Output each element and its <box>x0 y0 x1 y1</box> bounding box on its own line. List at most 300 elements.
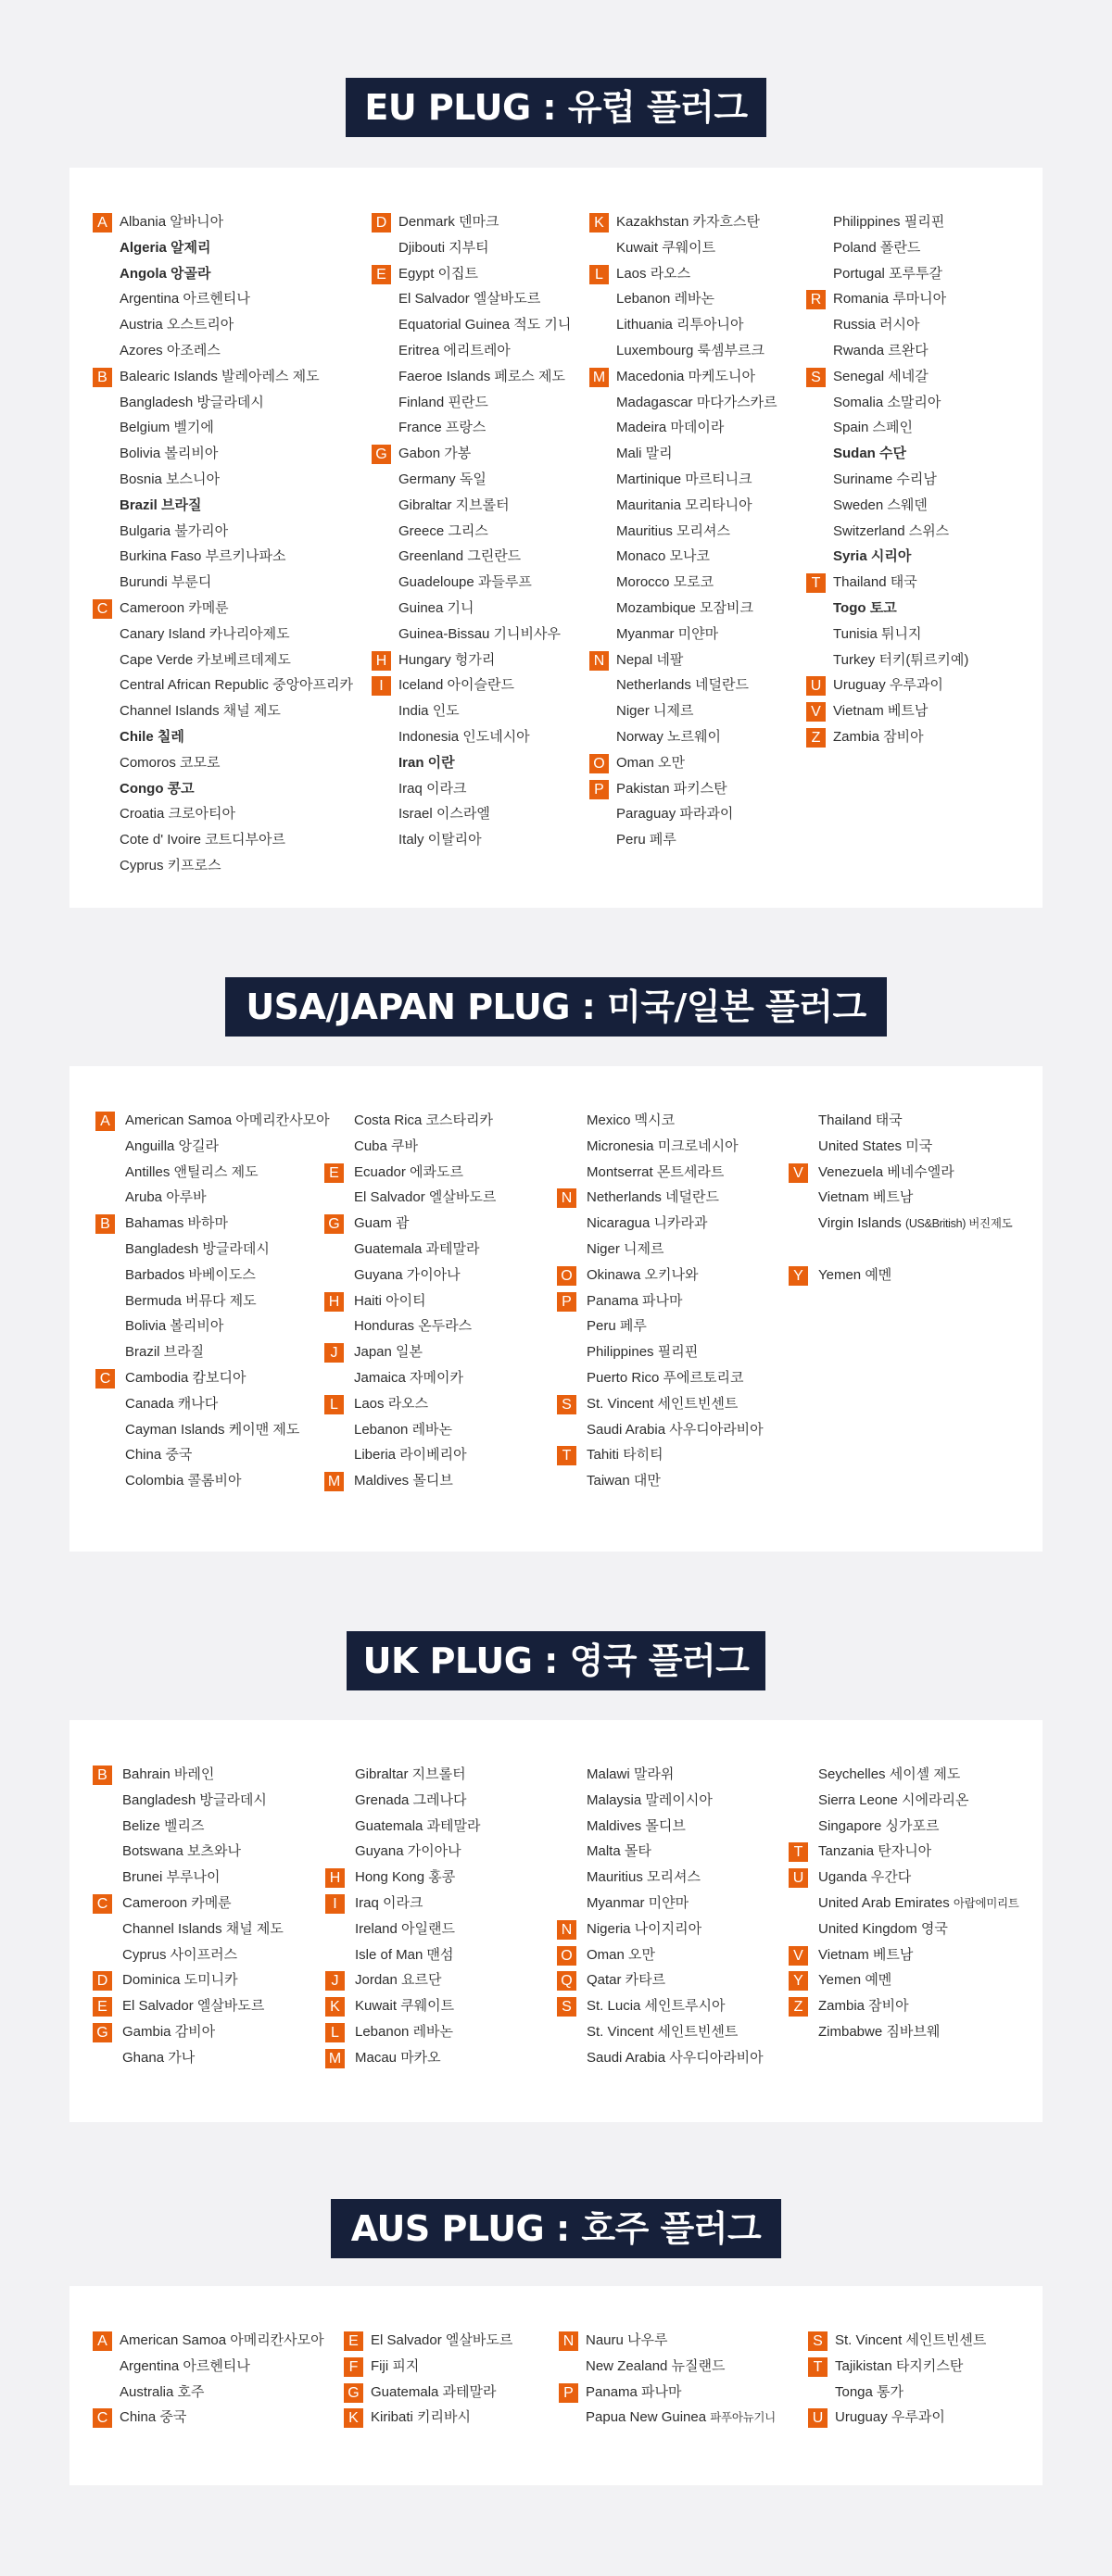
country-name-text: Angola 앙골라 <box>120 265 211 282</box>
letter-badge: K <box>325 1997 345 2017</box>
country-name <box>398 338 511 364</box>
country-name <box>122 1993 264 2019</box>
country-name-text: Kuwait 쿠웨이트 <box>355 1998 455 2015</box>
letter-badge: J <box>324 1343 344 1363</box>
country-name-text: Brazil 브라질 <box>125 1344 205 1361</box>
country-name <box>616 724 721 750</box>
country-name <box>833 364 929 390</box>
country-name <box>587 1442 663 1468</box>
country-name-text: Mauritius 모리셔스 <box>587 1869 701 1886</box>
country-name-text: New Zealand 뉴질랜드 <box>586 2357 726 2374</box>
country-name-text: Bangladesh 방글라데시 <box>125 1240 270 1257</box>
country-name <box>120 261 210 287</box>
country-name-text: Equatorial Guinea 적도 기니 <box>398 317 572 333</box>
country-name-text: Maldives 몰디브 <box>587 1817 686 1834</box>
country-name <box>120 467 220 493</box>
country-name-text: Bosnia 보스니아 <box>120 471 220 487</box>
country-name <box>120 2405 186 2431</box>
country-name <box>120 596 229 622</box>
country-name-text: Papua New Guinea <box>586 2409 707 2426</box>
country-name-text: Cameroon 카메룬 <box>120 599 229 616</box>
country-name-text: Haiti 아이티 <box>354 1292 426 1309</box>
country-name-text: Bolivia 볼리비아 <box>120 446 219 462</box>
country-name-text: Cyprus 키프로스 <box>120 857 221 873</box>
country-name <box>354 1237 480 1263</box>
country-name-text: Nepal 네팔 <box>616 651 684 668</box>
country-name-text: American Samoa 아메리칸사모아 <box>120 2332 324 2348</box>
letter-badge: I <box>372 676 391 696</box>
country-name-text: Spain 스페인 <box>833 420 914 436</box>
country-name-text: Botswana 보츠와나 <box>122 1843 242 1860</box>
country-name-text: Central African Republic 중앙아프리카 <box>120 677 354 694</box>
country-name-text: Bahamas 바하마 <box>125 1215 229 1232</box>
country-name <box>355 1916 455 1942</box>
country-name <box>125 1108 330 1134</box>
country-name-text: Bahrain 바레인 <box>122 1766 215 1782</box>
country-name <box>818 1942 913 1968</box>
country-name <box>354 1391 428 1417</box>
country-name <box>398 441 471 467</box>
country-name <box>587 1391 738 1417</box>
country-name <box>398 827 482 853</box>
country-name-text: Somalia 소말리아 <box>833 394 941 410</box>
country-name <box>587 1263 699 1288</box>
letter-badge: S <box>557 1395 576 1414</box>
country-name <box>587 1237 663 1263</box>
country-name-text: Gambia 감비아 <box>122 2023 216 2040</box>
country-name <box>616 364 755 390</box>
country-name <box>587 1942 655 1968</box>
country-name-text: Senegal 세네갈 <box>833 368 929 384</box>
country-name <box>122 1762 214 1788</box>
country-name-text: Uruguay 우루과이 <box>835 2409 945 2426</box>
country-name-text: Barbados 바베이도스 <box>125 1266 256 1283</box>
country-name <box>355 1993 454 2019</box>
country-name <box>398 286 540 312</box>
country-name-text: Vietnam 베트남 <box>818 1189 914 1206</box>
country-name <box>371 2328 512 2354</box>
letter-badge: K <box>589 213 609 232</box>
letter-badge: L <box>589 265 609 284</box>
country-name <box>398 672 514 698</box>
country-name-text: Luxembourg 룩셈부르크 <box>616 342 765 358</box>
country-name-text: Vietnam 베트남 <box>818 1946 914 1963</box>
letter-badge: H <box>372 651 391 671</box>
country-panel <box>70 2286 1042 2485</box>
country-name-text: Guinea 기니 <box>398 599 474 616</box>
letter-badge: C <box>93 1894 112 1914</box>
country-name <box>587 1788 713 1814</box>
country-name-text: St. Vincent 세인트빈센트 <box>835 2332 987 2348</box>
country-name <box>120 853 221 879</box>
letter-badge: F <box>344 2357 363 2377</box>
country-name <box>818 1839 931 1865</box>
letter-badge: M <box>324 1472 344 1491</box>
letter-badge: T <box>789 1842 808 1862</box>
country-name <box>835 2328 986 2354</box>
letter-badge: V <box>789 1946 808 1966</box>
country-name-text: Kazakhstan 카자흐스탄 <box>616 214 761 230</box>
letter-badge: Y <box>789 1266 808 1286</box>
letter-badge: S <box>557 1997 576 2017</box>
country-name <box>120 415 214 441</box>
country-name-text: Isle of Man 맨섬 <box>355 1946 454 1963</box>
country-name-text: Zimbabwe 짐바브웨 <box>818 2023 941 2040</box>
country-name <box>587 1967 665 1993</box>
country-name-text: Guyana 가이아나 <box>354 1266 461 1283</box>
country-name-text: Guadeloupe 과들루프 <box>398 574 532 591</box>
country-name-text: Malaysia 말레이시아 <box>587 1791 713 1808</box>
letter-badge: C <box>93 2408 112 2428</box>
country-name <box>120 364 320 390</box>
letter-badge: S <box>808 2331 828 2351</box>
country-name-text: Nicaragua 니카라과 <box>587 1215 708 1232</box>
country-name <box>833 441 906 467</box>
country-name-text: Tajikistan 타지키스탄 <box>835 2357 964 2374</box>
country-name <box>587 2019 738 2045</box>
country-name-text: Okinawa 오키나와 <box>587 1266 699 1283</box>
country-name <box>818 1134 932 1160</box>
country-name <box>833 467 937 493</box>
country-name-text: Azores 아조레스 <box>120 342 221 358</box>
country-name <box>354 1468 453 1494</box>
letter-badge: A <box>93 213 112 232</box>
country-name-text: Cayman Islands 케이맨 제도 <box>125 1421 300 1438</box>
country-name <box>616 235 715 261</box>
country-name-small: (US&British) 버진제도 <box>904 1217 1013 1231</box>
country-name <box>125 1442 192 1468</box>
country-name <box>122 2019 215 2045</box>
country-name-text: Venezuela 베네수엘라 <box>818 1163 954 1180</box>
letter-badge: H <box>324 1292 344 1312</box>
country-name <box>616 596 753 622</box>
country-name <box>122 1942 237 1968</box>
country-name-text: United Arab Emirates <box>818 1894 950 1911</box>
country-name-text: Guatemala 과테말라 <box>355 1817 481 1834</box>
country-name <box>120 286 250 312</box>
country-name-text: India 인도 <box>398 703 460 720</box>
country-name-text: Cambodia 캄보디아 <box>125 1369 246 1386</box>
country-name-text: Germany 독일 <box>398 471 486 487</box>
letter-badge: G <box>344 2383 363 2403</box>
country-name <box>120 2380 205 2406</box>
country-name <box>818 1108 903 1134</box>
country-name <box>587 1365 743 1391</box>
country-name <box>616 647 683 673</box>
country-name <box>122 1865 221 1891</box>
country-name <box>355 1891 423 1916</box>
letter-badge: V <box>789 1163 808 1183</box>
country-name <box>833 235 920 261</box>
country-name-text: Japan 일본 <box>354 1344 423 1361</box>
country-name <box>587 1134 739 1160</box>
country-name-text: Kuwait 쿠웨이트 <box>616 239 716 256</box>
letter-badge: L <box>325 2023 345 2042</box>
country-name-text: Saudi Arabia 사우디아라비아 <box>587 2049 764 2066</box>
country-name <box>398 467 486 493</box>
country-name <box>354 1288 426 1314</box>
letter-badge: L <box>324 1395 344 1414</box>
country-name <box>818 1814 940 1840</box>
country-name <box>833 596 897 622</box>
country-name-text: Channel Islands 채널 제도 <box>122 1920 284 1937</box>
country-name <box>586 2328 668 2354</box>
country-name <box>833 286 946 312</box>
letter-badge: B <box>95 1214 115 1234</box>
section-title: AUS PLUG : 호주 플러그 <box>331 2199 781 2258</box>
country-name <box>371 2354 419 2380</box>
country-name-text: El Salvador 엘살바도르 <box>122 1998 265 2015</box>
country-name <box>833 519 949 545</box>
country-name <box>398 750 455 776</box>
letter-badge: A <box>95 1112 115 1131</box>
country-name <box>398 724 530 750</box>
letter-badge: P <box>557 1292 576 1312</box>
country-name-text: American Samoa 아메리칸사모아 <box>125 1112 330 1128</box>
country-name <box>398 235 489 261</box>
country-name <box>354 1263 461 1288</box>
country-name-text: St. Lucia 세인트루시아 <box>587 1998 726 2015</box>
country-name <box>818 1993 909 2019</box>
country-name-text: Greece 그리스 <box>398 522 488 539</box>
country-name <box>355 1762 466 1788</box>
country-name-text: El Salvador 엘살바도르 <box>354 1189 497 1206</box>
country-name <box>587 1839 651 1865</box>
country-name-text: Yemen 예멘 <box>818 1266 892 1283</box>
country-name <box>818 1967 891 1993</box>
country-name <box>818 1891 1019 1917</box>
country-name-text: El Salvador 엘살바도르 <box>371 2332 513 2348</box>
country-name-text: Honduras 온두라스 <box>354 1318 473 1335</box>
country-name <box>818 2019 940 2045</box>
country-name <box>120 390 264 416</box>
section-title: EU PLUG : 유럽 플러그 <box>346 78 765 137</box>
country-name-text: Cuba 쿠바 <box>354 1137 419 1154</box>
country-name <box>398 647 495 673</box>
country-name <box>616 390 777 416</box>
country-name-text: Greenland 그린란드 <box>398 548 522 565</box>
country-name <box>354 1185 496 1211</box>
country-name <box>833 415 913 441</box>
country-name-text: Faeroe Islands 페로스 제도 <box>398 368 566 384</box>
country-name <box>833 647 968 673</box>
country-name <box>818 1263 891 1288</box>
country-name-text: Rwanda 르완다 <box>833 342 929 358</box>
section-title: UK PLUG : 영국 플러그 <box>347 1631 766 1690</box>
country-name-text: Comoros 코모로 <box>120 754 221 771</box>
country-name-text: Gibraltar 지브롤터 <box>355 1766 466 1782</box>
country-name-text: Panama 파나마 <box>586 2383 682 2400</box>
letter-badge: G <box>93 2023 112 2042</box>
country-name-text: Lebanon 레바논 <box>616 291 715 308</box>
letter-badge: S <box>806 368 826 387</box>
country-name <box>125 1160 259 1186</box>
country-name-text: Zambia 잠비아 <box>833 728 924 745</box>
country-name-text: Myanmar 미얀마 <box>616 625 719 642</box>
country-name-text: Guinea-Bissau 기니비사우 <box>398 625 562 642</box>
country-name-text: Cyprus 사이프러스 <box>122 1946 238 1963</box>
country-name-text: Guatemala 과테말라 <box>354 1240 480 1257</box>
country-name-text: Antilles 앤틸리스 제도 <box>125 1163 259 1180</box>
country-name-text: Gibraltar 지브롤터 <box>398 496 510 513</box>
country-name <box>616 338 764 364</box>
country-name-text: Mauritius 모리셔스 <box>616 522 730 539</box>
country-name <box>120 493 202 519</box>
country-name <box>616 441 673 467</box>
country-name <box>587 1916 701 1942</box>
country-name <box>818 1762 960 1788</box>
country-name-text: Austria 오스트리아 <box>120 317 234 333</box>
country-name <box>398 801 490 827</box>
country-name <box>122 1839 241 1865</box>
country-name <box>398 776 467 802</box>
country-name-text: Brunei 부루나이 <box>122 1869 221 1886</box>
letter-badge: G <box>324 1214 344 1234</box>
country-name <box>120 235 211 261</box>
country-name <box>616 827 676 853</box>
country-name <box>354 1442 467 1468</box>
country-name <box>354 1134 418 1160</box>
letter-badge: Z <box>789 1997 808 2017</box>
country-name-text: Iceland 아이슬란드 <box>398 677 514 694</box>
country-name <box>833 261 942 287</box>
country-name <box>833 672 943 698</box>
country-name-text: Canada 캐나다 <box>125 1395 219 1412</box>
country-name-text: St. Vincent 세인트빈센트 <box>587 2023 739 2040</box>
country-name-text: Laos 라오스 <box>616 265 691 282</box>
letter-badge: E <box>93 1997 112 2017</box>
country-name-text: Togo 토고 <box>833 599 897 616</box>
country-name-text: Panama 파나마 <box>587 1292 683 1309</box>
country-name <box>818 1211 1012 1238</box>
country-name <box>125 1365 246 1391</box>
country-name <box>616 493 752 519</box>
country-name-text: Malawi 말라위 <box>587 1766 675 1782</box>
country-name-text: Montserrat 몬트세라트 <box>587 1163 725 1180</box>
letter-badge: N <box>589 651 609 671</box>
country-name <box>398 390 488 416</box>
country-name <box>354 1339 423 1365</box>
country-name-text: Poland 폴란드 <box>833 239 921 256</box>
country-name <box>122 1814 205 1840</box>
country-name <box>125 1185 207 1211</box>
country-name <box>355 1967 442 1993</box>
country-name <box>587 1468 661 1494</box>
country-name-small: 아랍에미리트 <box>953 1896 1019 1910</box>
country-name-text: Ghana 가나 <box>122 2049 196 2066</box>
country-name-text: Iraq 이라크 <box>355 1894 423 1911</box>
country-name-text: China 중국 <box>125 1447 193 1464</box>
country-name-text: Italy 이탈리아 <box>398 832 482 848</box>
country-name <box>616 622 718 647</box>
country-name <box>125 1263 256 1288</box>
country-name-text: Jordan 요르단 <box>355 1972 442 1989</box>
country-name <box>587 2045 764 2071</box>
country-name-text: Tanzania 탄자니아 <box>818 1843 932 1860</box>
country-name <box>125 1237 270 1263</box>
country-name <box>122 2045 195 2071</box>
country-name-text: Nauru 나우루 <box>586 2332 668 2348</box>
country-name-text: Algeria 알제리 <box>120 239 211 256</box>
country-name-text: Yemen 예멘 <box>818 1972 892 1989</box>
country-name <box>398 364 565 390</box>
country-name-text: United Kingdom 영국 <box>818 1920 948 1937</box>
letter-badge: M <box>589 368 609 387</box>
letter-badge: O <box>589 754 609 773</box>
country-name-text: Argentina 아르헨티나 <box>120 2357 250 2374</box>
country-name-text: Vietnam 베트남 <box>833 703 929 720</box>
country-name <box>120 776 195 802</box>
country-name-text: Netherlands 네덜란드 <box>616 677 750 694</box>
country-name-text: Sudan 수단 <box>833 446 906 462</box>
letter-badge: I <box>325 1894 345 1914</box>
country-name <box>587 1891 689 1916</box>
country-name-text: Niger 니제르 <box>616 703 694 720</box>
country-name-text: Peru 페루 <box>587 1318 647 1335</box>
country-name <box>833 390 941 416</box>
country-name-text: Guam 괌 <box>354 1215 410 1232</box>
country-name <box>120 647 291 673</box>
country-name-text: Thailand 태국 <box>833 574 917 591</box>
country-name <box>586 2354 726 2380</box>
letter-badge: U <box>808 2408 828 2428</box>
letter-badge: P <box>559 2383 578 2403</box>
country-name-text: Belgium 벨기에 <box>120 420 214 436</box>
letter-badge: M <box>325 2049 345 2068</box>
country-name-text: Sweden 스웨덴 <box>833 496 928 513</box>
country-name-text: Oman 오만 <box>587 1946 655 1963</box>
country-name-text: Channel Islands 채널 제도 <box>120 703 281 720</box>
country-name-text: Brazil 브라질 <box>120 496 202 513</box>
country-name <box>120 338 221 364</box>
country-name-text: Djibouti 지부티 <box>398 239 489 256</box>
country-name <box>355 1942 454 1968</box>
country-name-text: Colombia 콜롬비아 <box>125 1473 242 1489</box>
country-name <box>616 467 752 493</box>
country-name-text: Niger 니제르 <box>587 1240 664 1257</box>
country-name <box>120 750 221 776</box>
letter-badge: Q <box>557 1971 576 1991</box>
country-name <box>120 519 228 545</box>
country-name <box>818 1185 913 1211</box>
country-name <box>587 1417 764 1443</box>
country-name-text: Bermuda 버뮤다 제도 <box>125 1292 257 1309</box>
country-name <box>587 1814 686 1840</box>
letter-badge: N <box>557 1188 576 1208</box>
country-name <box>355 1839 461 1865</box>
country-name-text: Sierra Leone 시에라리온 <box>818 1791 969 1808</box>
country-name-text: El Salvador 엘살바도르 <box>398 291 541 308</box>
country-name-text: Peru 페루 <box>616 832 676 848</box>
country-name-text: Cote d' Ivoire 코트디부아르 <box>120 832 286 848</box>
letter-badge: H <box>325 1868 345 1888</box>
country-name <box>355 2019 453 2045</box>
country-name <box>120 622 290 647</box>
country-name-text: Suriname 수리남 <box>833 471 937 487</box>
country-name <box>833 338 929 364</box>
country-name-text: Ireland 아일랜드 <box>355 1920 455 1937</box>
country-name <box>587 1211 708 1237</box>
country-name <box>818 1788 969 1814</box>
country-name-text: Madagascar 마다가스카르 <box>616 394 777 410</box>
letter-badge: E <box>372 265 391 284</box>
country-name-text: Kiribati 키리바시 <box>371 2409 471 2426</box>
country-name-text: Virgin Islands <box>818 1215 902 1232</box>
country-name-text: Macau 마카오 <box>355 2049 441 2066</box>
country-name-text: Israel 이스라엘 <box>398 806 490 823</box>
country-panel <box>70 1066 1042 1552</box>
country-name-text: Hong Kong 홍콩 <box>355 1869 456 1886</box>
